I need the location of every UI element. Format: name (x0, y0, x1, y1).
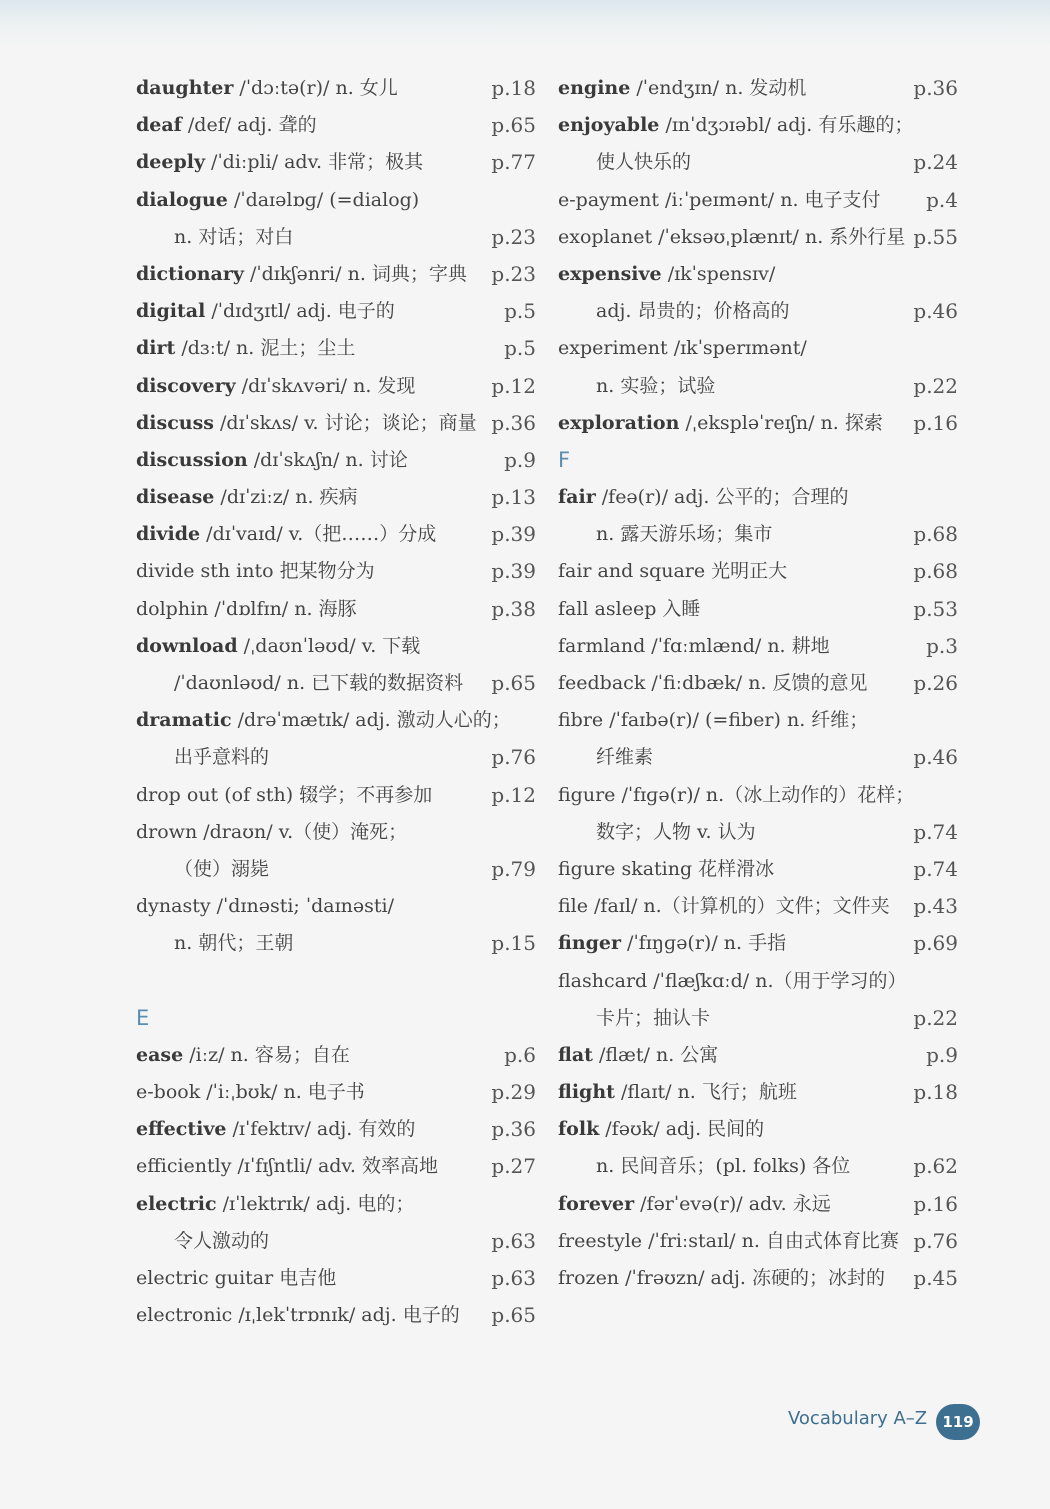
entry-definition: figure /ˈfɪɡə(r)/ n.（冰上动作的）花样； (558, 783, 915, 806)
page-reference: p.63 (491, 1266, 536, 1290)
page-reference: p.5 (504, 336, 536, 361)
page-reference: p.16 (913, 1191, 958, 1216)
entry-text (558, 1007, 710, 1029)
entry-definition: 出乎意料的 (174, 746, 270, 769)
entry-definition: /ɪnˈdʒɔɪəbl/ adj. 有乐趣的； (659, 114, 914, 137)
headword: flat (558, 1043, 593, 1066)
entry-definition: （使）溺毙 (174, 857, 270, 880)
headword: effective (136, 1118, 227, 1141)
vocab-entry-line (558, 925, 958, 962)
blank-line (136, 963, 536, 1000)
entry-continuation-line (136, 1223, 536, 1260)
vocab-entry-line (558, 405, 958, 442)
entry-text (136, 784, 432, 806)
vocab-entry-line (136, 516, 536, 553)
headword: fair (558, 486, 596, 509)
entry-definition: /drəˈmætɪk/ adj. 激动人心的； (231, 709, 511, 732)
vocab-entry-line (136, 553, 536, 590)
entry-definition: /ɪˈlektrɪk/ adj. 电的； (216, 1192, 415, 1215)
entry-text (558, 709, 868, 731)
entry-text (558, 114, 913, 136)
page-reference: p.74 (913, 856, 958, 881)
vocab-entry-line (558, 851, 958, 888)
page-reference: p.15 (491, 931, 536, 956)
page-reference: p.5 (504, 299, 536, 324)
entry-definition: /dɪˈvaɪd/ v.（把……）分成 (200, 523, 437, 546)
vocab-entry-line (136, 182, 536, 219)
headword: engine (558, 77, 631, 99)
vocab-entry-line (558, 70, 958, 107)
vocab-entry-line (136, 405, 536, 442)
headword: forever (558, 1192, 635, 1215)
page-reference: p.63 (491, 1228, 536, 1253)
page-reference: p.79 (491, 856, 536, 881)
headword: dirt (136, 337, 176, 360)
entry-definition: feedback /ˈfiːdbæk/ n. 反馈的意见 (558, 672, 868, 694)
entry-definition: figure skating 花样滑冰 (558, 857, 775, 880)
page-number-badge: 119 (936, 1404, 980, 1440)
entry-definition: drown /draʊn/ v.（使）淹死； (136, 820, 408, 843)
headword: finger (558, 932, 622, 955)
headword: dictionary (136, 262, 244, 285)
page-reference: p.22 (913, 1005, 958, 1030)
page-reference: p.12 (491, 782, 536, 807)
vocab-entry-line (558, 1186, 958, 1223)
vocab-entry-line (136, 1111, 536, 1148)
entry-definition: /ɪkˈspensɪv/ (661, 262, 776, 285)
headword: discussion (136, 448, 248, 471)
entry-definition: /feə(r)/ adj. 公平的；合理的 (595, 486, 849, 509)
entry-definition: adj. 昂贵的；价格高的 (596, 300, 790, 323)
entry-definition: /ˈdaʊnləʊd/ n. 已下载的数据资料 (174, 672, 464, 694)
entry-definition: n. 对话；对白 (174, 225, 294, 248)
entry-definition: 数字；人物 v. 认为 (596, 820, 756, 843)
entry-definition: e-payment /iːˈpeɪmənt/ n. 电子支付 (558, 188, 881, 211)
entry-text (558, 560, 787, 582)
top-decorative-band (0, 0, 1050, 46)
entry-definition: /ˌekspləˈreɪʃn/ n. 探索 (679, 411, 883, 434)
entry-continuation-line (558, 739, 958, 776)
entry-definition: /ˈdɔːtə(r)/ n. 女儿 (233, 77, 398, 99)
page-reference: p.68 (913, 559, 958, 584)
entry-continuation-line (558, 368, 958, 405)
vocab-entry-line (558, 665, 958, 702)
entry-definition: /ˈdiːpli/ adv. 非常；极其 (205, 151, 424, 174)
entry-text (136, 746, 269, 768)
entry-text (558, 77, 806, 99)
entry-definition: /dɪˈskʌʃn/ n. 讨论 (247, 448, 408, 471)
vocab-entry-line (136, 1297, 536, 1334)
vocab-entry-line (136, 442, 536, 479)
vocab-entry-line (558, 182, 958, 219)
headword: enjoyable (558, 114, 660, 137)
headword: exploration (558, 411, 680, 434)
entry-text (558, 1081, 797, 1103)
vocab-entry-line (558, 330, 958, 367)
entry-text (136, 300, 395, 322)
entry-text (558, 858, 774, 880)
vocab-entry-line (558, 553, 958, 590)
vocab-entry-line (136, 1074, 536, 1111)
entry-text (558, 300, 789, 322)
entry-definition: fibre /ˈfaɪbə(r)/ (=fiber) n. 纤维； (558, 709, 869, 732)
entry-text (558, 895, 890, 917)
entry-definition: /ˌdaʊnˈləʊd/ v. 下载 (237, 634, 421, 657)
vocab-entry-line (136, 479, 536, 516)
entry-definition: /iːz/ n. 容易；自在 (183, 1043, 350, 1066)
entry-definition: 纤维素 (596, 746, 654, 769)
entry-definition: n. 实验；试验 (596, 374, 716, 397)
vocab-entry-line (558, 1260, 958, 1297)
entry-text (558, 932, 786, 954)
entry-continuation-line (558, 1148, 958, 1185)
vocab-entry-line (558, 963, 958, 1000)
entry-text (558, 523, 772, 545)
page-reference: p.29 (491, 1080, 536, 1105)
vocab-entry-line (558, 888, 958, 925)
vocab-entry-line (136, 628, 536, 665)
entry-text (558, 337, 807, 359)
entry-definition: fall asleep 入睡 (558, 597, 701, 620)
headword: ease (136, 1043, 184, 1066)
page-reference: p.65 (491, 113, 536, 138)
entry-definition: /ˈfɪŋɡə(r)/ n. 手指 (621, 932, 787, 955)
vocab-entry-line (558, 219, 958, 256)
vocab-entry-line (136, 591, 536, 628)
page-reference: p.39 (491, 522, 536, 547)
entry-definition: electric guitar 电吉他 (136, 1267, 337, 1289)
headword: digital (136, 300, 206, 323)
page-reference: p.46 (913, 745, 958, 770)
entry-text (136, 1230, 269, 1252)
page-reference: p.43 (913, 894, 958, 919)
entry-text (558, 598, 700, 620)
page-reference: p.24 (913, 150, 958, 175)
vocab-entry-line (136, 368, 536, 405)
headword: disease (136, 486, 215, 509)
entry-text (558, 821, 756, 843)
page-reference: p.46 (913, 299, 958, 324)
page-reference: p.27 (491, 1154, 536, 1179)
page-reference: p.69 (913, 931, 958, 956)
entry-continuation-line (136, 739, 536, 776)
headword: electric (136, 1192, 217, 1215)
footer-section-label: Vocabulary A–Z (788, 1408, 928, 1429)
page-reference: p.6 (504, 1042, 536, 1067)
entry-text (558, 1155, 850, 1177)
entry-continuation-line (136, 219, 536, 256)
entry-text (136, 1081, 365, 1103)
entry-continuation-line (558, 1000, 958, 1037)
letter-heading-text: F (558, 447, 571, 472)
entry-text (136, 523, 436, 545)
page-reference: p.9 (926, 1042, 958, 1067)
entry-text (558, 189, 881, 211)
headword: flight (558, 1081, 615, 1104)
entry-definition: n. 民间音乐；(pl. folks) 各位 (596, 1155, 851, 1178)
entry-text (558, 1044, 718, 1066)
entry-definition: efficiently /ɪˈfɪʃntli/ adv. 效率高地 (136, 1155, 438, 1178)
entry-text (136, 77, 398, 99)
entry-text (136, 709, 511, 731)
headword: download (136, 634, 238, 657)
page-reference: p.9 (504, 447, 536, 472)
page-reference: p.36 (913, 76, 958, 100)
entry-text (136, 1193, 414, 1215)
entry-definition: dynasty /ˈdɪnəsti; ˈdaɪnəsti/ (136, 895, 395, 918)
vocabulary-column-left (136, 70, 536, 1334)
page-reference: p.76 (913, 1228, 958, 1253)
entry-definition: 使人快乐的 (596, 151, 692, 174)
page-reference: p.65 (491, 671, 536, 695)
entry-definition: farmland /ˈfɑːmlænd/ n. 耕地 (558, 634, 830, 657)
entry-text (558, 784, 914, 806)
entry-text (558, 412, 883, 434)
letter-heading (136, 1000, 536, 1037)
entry-text (136, 337, 355, 359)
entry-text (136, 486, 358, 508)
entry-text (558, 375, 715, 397)
page-reference: p.13 (491, 485, 536, 510)
entry-continuation-line (136, 925, 536, 962)
entry-text (136, 821, 407, 843)
entry-definition: /ˈdaɪəlɒɡ/ (=dialog) (227, 188, 420, 211)
page-reference: p.62 (913, 1154, 958, 1179)
entry-definition: /ˈendʒɪn/ n. 发动机 (630, 77, 807, 99)
vocab-entry-line (136, 888, 536, 925)
entry-text (558, 1230, 899, 1252)
vocab-entry-line (558, 256, 958, 293)
vocab-entry-line (558, 479, 958, 516)
headword: dialogue (136, 188, 228, 211)
page-reference: p.26 (913, 671, 958, 695)
vocab-entry-line (136, 256, 536, 293)
headword: divide (136, 523, 201, 546)
headword: deaf (136, 114, 182, 137)
entry-definition: experiment /ɪkˈsperɪmənt/ (558, 337, 807, 360)
page-reference: p.4 (926, 187, 958, 212)
entry-definition: e-book /ˈiːˌbʊk/ n. 电子书 (136, 1081, 365, 1104)
entry-definition: divide sth into 把某物分为 (136, 560, 375, 583)
vocab-entry-line (136, 70, 536, 107)
vocab-entry-line (136, 144, 536, 181)
entry-text (136, 1304, 460, 1326)
vocab-entry-line (558, 777, 958, 814)
entry-definition: /flaɪt/ n. 飞行；航班 (614, 1081, 797, 1104)
entry-definition: electronic /ɪˌlekˈtrɒnɪk/ adj. 电子的 (136, 1304, 460, 1327)
entry-definition: /ˈdɪdʒɪtl/ adj. 电子的 (205, 300, 395, 323)
entry-definition: dolphin /ˈdɒlfɪn/ n. 海豚 (136, 597, 357, 620)
headword: folk (558, 1118, 600, 1141)
page-reference: p.18 (913, 1080, 958, 1105)
page-reference: p.45 (913, 1266, 958, 1290)
entry-continuation-line (558, 144, 958, 181)
page-reference: p.12 (491, 373, 536, 398)
entry-text (136, 263, 467, 285)
entry-text (558, 263, 775, 285)
vocab-entry-line (136, 702, 536, 739)
entry-definition: flashcard /ˈflæʃkɑːd/ n.（用于学习的） (558, 969, 907, 992)
entry-text (558, 226, 905, 248)
entry-continuation-line (136, 665, 536, 702)
entry-text (136, 672, 463, 694)
entry-definition: /fəʊk/ adj. 民间的 (599, 1118, 765, 1141)
page-reference: p.18 (491, 76, 536, 100)
page-reference: p.77 (491, 150, 536, 175)
vocab-entry-line (136, 814, 536, 851)
entry-text (136, 1267, 336, 1289)
entry-definition: fair and square 光明正大 (558, 560, 788, 583)
page-reference: p.23 (491, 224, 536, 249)
vocab-entry-line (558, 107, 958, 144)
vocab-entry-line (558, 628, 958, 665)
entry-definition: 令人激动的 (174, 1229, 270, 1252)
headword: discovery (136, 374, 236, 397)
vocab-entry-line (136, 1148, 536, 1185)
page-reference: p.36 (491, 410, 536, 435)
page-reference: p.76 (491, 745, 536, 770)
vocab-entry-line (136, 293, 536, 330)
vocab-entry-line (136, 107, 536, 144)
entry-text (136, 560, 375, 582)
entry-definition: frozen /ˈfrəʊzn/ adj. 冻硬的；冰封的 (558, 1267, 885, 1289)
page-reference: p.16 (913, 410, 958, 435)
headword: deeply (136, 151, 206, 174)
vocab-entry-line (558, 1037, 958, 1074)
entry-text (136, 1155, 438, 1177)
entry-text (558, 486, 849, 508)
entry-definition: /dɜːt/ n. 泥土；尘土 (175, 337, 356, 360)
vocab-entry-line (136, 330, 536, 367)
page-reference: p.22 (913, 373, 958, 398)
entry-definition: 卡片；抽认卡 (596, 1006, 711, 1029)
vocab-entry-line (558, 1074, 958, 1111)
entry-text (136, 151, 423, 173)
entry-text (136, 449, 408, 471)
entry-text (136, 375, 415, 397)
entry-text (136, 226, 293, 248)
entry-text (558, 672, 868, 694)
entry-text (136, 1044, 350, 1066)
entry-text (558, 1193, 831, 1215)
vocab-entry-line (136, 1037, 536, 1074)
page-reference: p.55 (913, 224, 958, 249)
page-reference: p.39 (491, 559, 536, 584)
vocab-entry-line (136, 777, 536, 814)
letter-heading-text: E (136, 1005, 150, 1030)
headword: dramatic (136, 709, 232, 732)
entry-definition: n. 露天游乐场；集市 (596, 523, 773, 546)
page-reference: p.74 (913, 819, 958, 844)
headword: expensive (558, 262, 662, 285)
vocab-entry-line (136, 1186, 536, 1223)
entry-text (558, 1118, 764, 1140)
vocab-entry-line (558, 591, 958, 628)
entry-definition: /dɪˈskʌs/ v. 讨论；谈论；商量 (213, 411, 477, 434)
entry-text (136, 114, 317, 136)
entry-text (558, 746, 653, 768)
page-reference: p.53 (913, 596, 958, 621)
page-reference: p.68 (913, 522, 958, 547)
page-reference: p.36 (491, 1117, 536, 1142)
entry-definition: /def/ adj. 聋的 (181, 114, 317, 137)
entry-definition: freestyle /ˈfriːstaɪl/ n. 自由式体育比赛 (558, 1229, 899, 1252)
headword: daughter (136, 77, 234, 99)
entry-text (136, 895, 394, 917)
entry-definition: /flæt/ n. 公寓 (592, 1043, 719, 1066)
entry-definition: /dɪˈziːz/ n. 疾病 (214, 486, 358, 509)
vocab-entry-line (136, 1260, 536, 1297)
entry-continuation-line (558, 516, 958, 553)
page-reference: p.23 (491, 261, 536, 286)
entry-definition: /ˈdɪkʃənri/ n. 词典；字典 (243, 262, 467, 285)
entry-text (136, 189, 419, 211)
vocab-entry-line (558, 1223, 958, 1260)
entry-text (558, 1267, 885, 1289)
entry-text (558, 970, 907, 992)
entry-text (136, 598, 357, 620)
entry-continuation-line (558, 293, 958, 330)
entry-text (136, 932, 293, 954)
page-reference: p.38 (491, 596, 536, 621)
entry-definition: exoplanet /ˈeksəʊˌplænɪt/ n. 系外行星 (558, 225, 906, 248)
vocab-entry-line (558, 1111, 958, 1148)
letter-heading (558, 442, 958, 479)
page-reference: p.3 (926, 633, 958, 658)
entry-definition: /fərˈevə(r)/ adv. 永远 (634, 1192, 831, 1215)
entry-text (136, 412, 477, 434)
headword: discuss (136, 411, 214, 434)
entry-text (558, 635, 830, 657)
page-reference: p.65 (491, 1303, 536, 1328)
vocab-entry-line (558, 702, 958, 739)
entry-text (136, 858, 269, 880)
entry-text (136, 1118, 415, 1140)
entry-text (136, 635, 420, 657)
entry-continuation-line (136, 851, 536, 888)
entry-text (558, 151, 691, 173)
entry-continuation-line (558, 814, 958, 851)
entry-definition: drop out (of sth) 辍学；不再参加 (136, 783, 433, 806)
entry-definition: /ɪˈfektɪv/ adj. 有效的 (226, 1118, 416, 1141)
entry-definition: n. 朝代；王朝 (174, 932, 294, 955)
entry-definition: /dɪˈskʌvəri/ n. 发现 (235, 374, 416, 397)
vocabulary-column-right (558, 70, 958, 1297)
entry-definition: file /faɪl/ n.（计算机的）文件；文件夹 (558, 895, 890, 918)
